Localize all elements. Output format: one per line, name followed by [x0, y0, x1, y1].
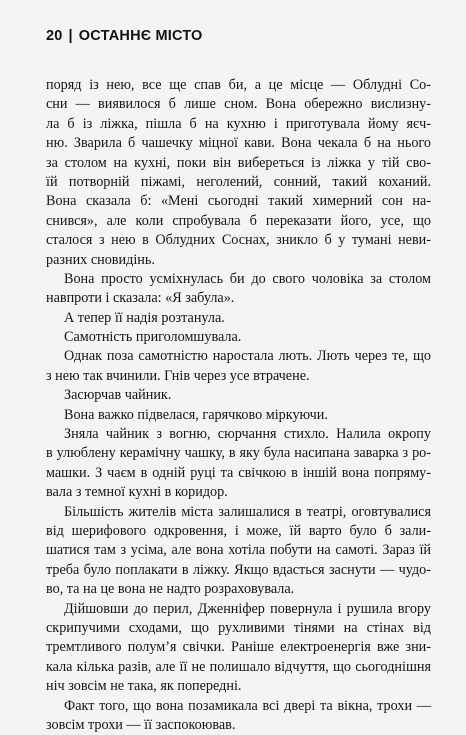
paragraph: [46, 600, 431, 697]
text-line: сталося з нею в Облудних Соснах, зникло б у тумані неви-: [46, 231, 431, 250]
text-line: ню. Зварила б чашечку міцної кави. Вона чекала б на нього: [46, 134, 431, 153]
header-separator: |: [69, 28, 73, 44]
text-line: тремтливого полум’я свічки. Раніше електроенергія вже зни-: [46, 638, 431, 657]
text-line: сни — виявилося б лише сном. Вона обережно вислизну-: [46, 95, 431, 114]
text-line: від шерифового одкровення, і може, їй варто було б зали-: [46, 522, 431, 541]
body-text: [46, 76, 431, 735]
paragraph: [46, 76, 431, 270]
running-header: [46, 28, 202, 44]
text-line: навпроти і сказала: «Я забула».: [46, 289, 431, 308]
paragraph: [46, 328, 431, 347]
text-line: разних сновидінь.: [46, 251, 431, 270]
text-line: машки. З чаєм в одній руці та свічкою в іншій вона попряму-: [46, 464, 431, 483]
text-line: Засюрчав чайник.: [46, 386, 431, 405]
text-line: в улюблену керамічну чашку, в яку була насипана заварка з ро-: [46, 444, 431, 463]
text-line: Зняла чайник з вогню, сюрчання стихло. Налила окропу: [46, 425, 431, 444]
text-line: Факт того, що вона позамикала всі двері та вікна, трохи —: [46, 697, 431, 716]
text-line: Самотність приголомшувала.: [46, 328, 431, 347]
text-line: за столом на кухні, поки він вибереться із ліжка у тій сво-: [46, 154, 431, 173]
text-line: А тепер її надія розтанула.: [46, 309, 431, 328]
text-line: Більшість жителів міста залишалися в театрі, оговтувалися: [46, 503, 431, 522]
text-line: Вона просто усміхнулась би до свого чоловіка за столом: [46, 270, 431, 289]
text-line: скрипучими сходами, що рухливими тінями на стінах від: [46, 619, 431, 638]
text-line: ніч зовсім не така, як попередні.: [46, 677, 431, 696]
text-line: треба було поплакати в ліжку. Якщо вдасться заснути — чудо-: [46, 561, 431, 580]
text-line: з нею так вчинили. Гнів через усе втрачене.: [46, 367, 431, 386]
text-line: поряд із нею, все ще спав би, а це місце — Облудні Со-: [46, 76, 431, 95]
paragraph: [46, 270, 431, 309]
text-line: Вона важко підвелася, гарячково міркуючи.: [46, 406, 431, 425]
paragraph: [46, 347, 431, 386]
paragraph: [46, 425, 431, 503]
paragraph: [46, 309, 431, 328]
paragraph: [46, 503, 431, 600]
text-line: шатися там з усіма, але вона хотіла побути на самоті. Зараз їй: [46, 541, 431, 560]
text-line: вала з темної кухні в коридор.: [46, 483, 431, 502]
text-line: зовсім трохи — її заспокоював.: [46, 716, 431, 735]
text-line: снився», але коли спробувала б переказати його, усе, що: [46, 212, 431, 231]
paragraph: [46, 406, 431, 425]
text-line: Однак поза самотністю наростала лють. Лють через те, що: [46, 347, 431, 366]
paragraph: [46, 386, 431, 405]
text-line: ла б із ліжка, пішла б на кухню і приготувала йому яєч-: [46, 115, 431, 134]
paragraph: [46, 697, 431, 735]
chapter-title: ОСТАННЄ МІСТО: [79, 28, 203, 44]
text-line: Дійшовши до перил, Дженніфер повернула і рушила вгору: [46, 600, 431, 619]
text-line: во, та на це вона не надто розраховувала.: [46, 580, 431, 599]
text-line: Вона сказала б: «Мені сьогодні такий химерний сон на-: [46, 192, 431, 211]
text-line: їй потворній піжамі, неголений, сонний, такий коханий.: [46, 173, 431, 192]
page-number: 20: [46, 28, 63, 44]
text-line: кала кілька разів, але її не полишало відчуття, що сьогоднішня: [46, 658, 431, 677]
